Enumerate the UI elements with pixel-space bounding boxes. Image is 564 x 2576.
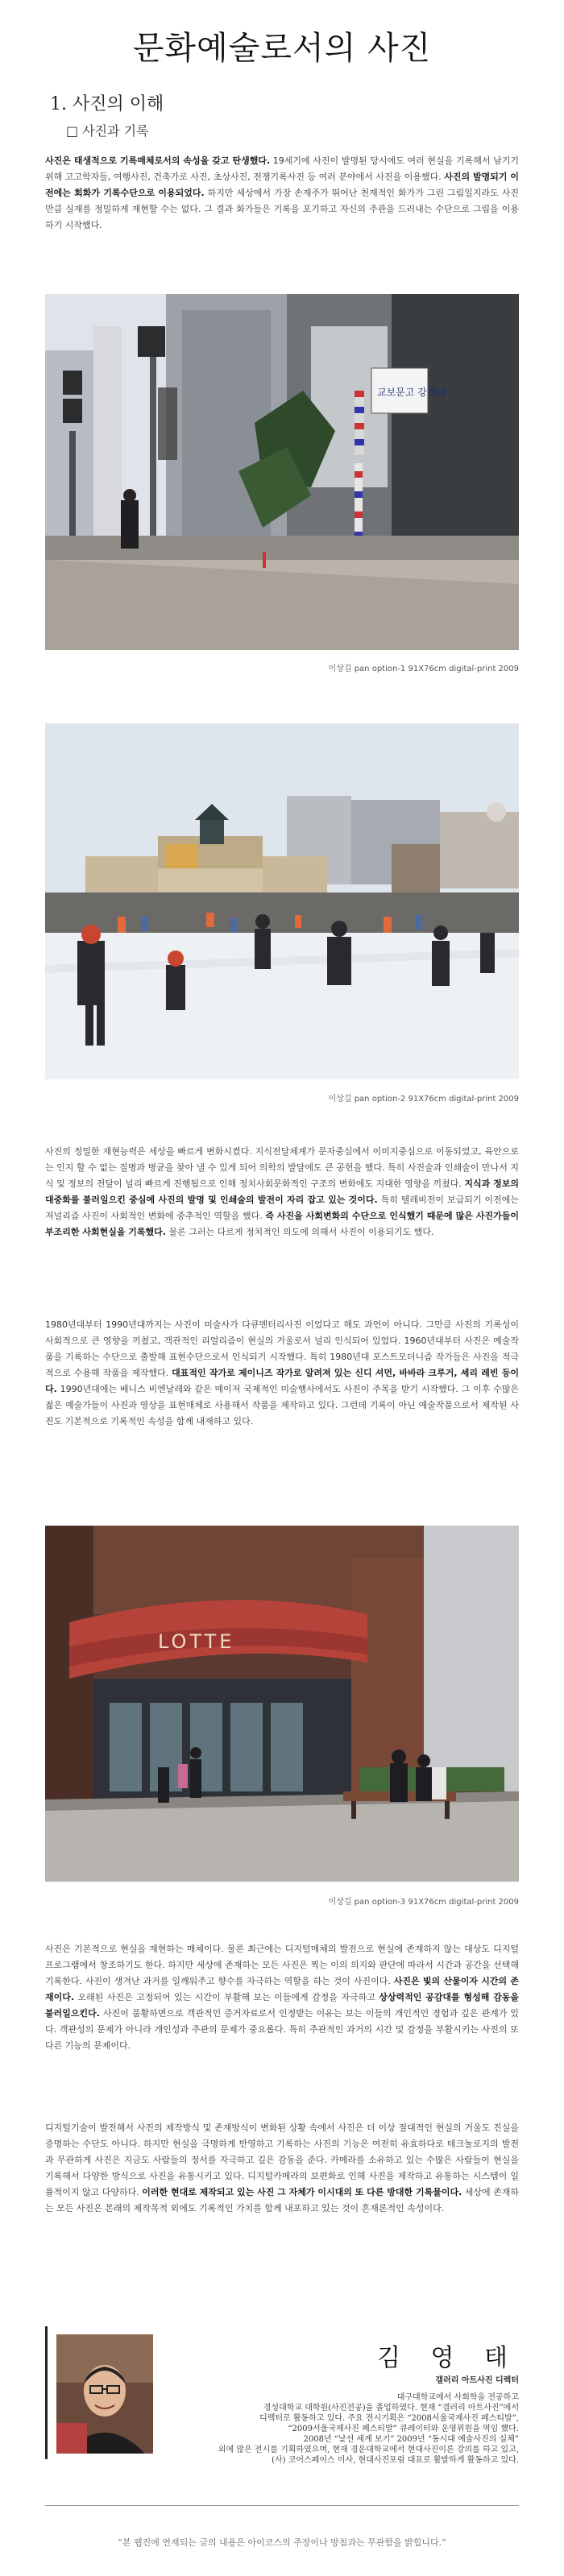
intro-paragraph [45,153,519,234]
body3-text-1: 1980년대부터 1990년대까지는 사진이 미술사가 다큐멘터리사진 이었다고 해도 과언이 아니다. 그만큼 사진의 기록성이 사회적으로 큰 영향을 끼쳤고, 객관적인 리얼리즘이 현실의 거울로서 널리 인식되어 있었다. 1960년대부터 사진은 예술작품을 기록하는 수단으로 출발해 표현수단으로서 인식되기 시작했다. 특히 1980년대 포스트모더니즘 작가들은 사진을 적극적으로 수용해 작품을 제작했다. [45,1319,519,1378]
body4-bold-2: 상상력적인 공감대를 형성해 감동을 불러일으킨다. [45,1992,519,2019]
intro-bold-1: 사진은 태생적으로 기록매체로서의 속성을 갖고 탄생했다. [45,155,271,166]
author-bio-line: 외에 많은 전시를 기획하였으며, 현재 경운대학교에서 현대사진이론 강의를 하고 있고, [218,2446,519,2454]
body3-bold-1: 대표적인 작가로 제이니즈 작가로 알려져 있는 신디 셔먼, 바바라 크루거, 셰리 레빈 등이다. [45,1368,519,1394]
photo-caption-3: 이상길 pan option-3 91X76cm digital-print 2009 [328,1898,519,1907]
author-title: 갤러리 아트사진 디렉터 [435,2376,519,2385]
footer-divider [45,2505,519,2506]
author-block [45,2326,519,2465]
avatar [56,2334,153,2454]
author-bio-line: 경성대학교 대학원(사진전공)을 졸업하였다. 현재 “갤러리 아트사진”에서 [263,2404,519,2412]
body5-text-2: 세상에 존재하는 모든 사진은 본래의 제작목적 외에도 기록적인 가치를 함께 내포하고 있는 것이 흔재론적인 속성이다. [45,2187,520,2214]
author-bio [172,2392,519,2466]
body5-bold-1: 이러한 현대로 제작되고 있는 사진 그 자체가 이시대의 또 다른 방대한 기록물이다. [142,2187,462,2197]
body4-text-3: 사진이 품황하면으로 객관적인 증거자료로서 인정받는 이유는 보는 이들의 개인적인 경험과 깊은 관계가 있다. 객관성의 문제가 아니라 개인성과 주관의 문제가 중요롭다. 특히 주관적인 과거의 시간 및 감정을 부활시키는 사진의 또 다른 기능의 문제이다. [45,2008,519,2051]
body4-text-1: 사진은 기본적으로 현실을 재현하는 매체이다. 물론 최근에는 디지털매체의 발전으로 현실에 존재하지 않는 대상도 디지털프로그램에서 창조하기도 한다. 하지만 세상에 존재하는 모든 사진은 찍는 이의 의지와 판단에 따라서 시간과 공간을 선택해 기록한다. 사진이 생겨난 과거를 일깨워주고 향수를 자극하는 역할을 하는 것이 사진이다. [45,1944,519,1986]
author-bio-line: 디렉터로 활동하고 있다. 주요 전시기획은 “2008서울국제사진 페스티발”, [259,2414,519,2423]
photo-street-corner [45,294,519,650]
author-bio-line: (사) 코어스페이스 이사, 현대사진포럼 대표로 활발하게 활동하고 있다. [272,2456,519,2465]
page-title: 문화예술로서의 사진 [132,30,432,67]
body-paragraph-2 [45,1144,519,1240]
photo-store-entrance [45,1526,519,1882]
author-bio-line: 2008년 “낯선 세계 보기” 2009년 “동시대 예술사진의 실체” [303,2435,519,2444]
section-heading: 1. 사진의 이해 [50,94,164,114]
body2-bold-1: 지식과 정보의 대중화를 불러일으킨 중심에 사진의 발명 및 인쇄술의 발전이 자리 잡고 있는 것이다. [45,1178,519,1205]
photo-caption-2: 이상길 pan option-2 91X76cm digital-print 2009 [328,1095,519,1104]
body-paragraph-5 [45,2120,519,2217]
body2-bold-2: 즉 사진을 사회변화의 수단으로 인식했기 때문에 많은 사진가들이 부조리한 사회현실을 기록했다. [45,1211,519,1237]
intro-text-1: 19세기에 사진이 발명된 당시에도 여러 현실을 기록해서 남기기 위해 고고학자들, 여행사진, 건축가로 사진, 초상사진, 전쟁기록사진 등 여러 분야에서 사진을 이용했다. [45,155,519,182]
subsection-heading: □ 사진과 기록 [66,123,149,139]
skating-rink-illustration [45,723,519,1079]
disclaimer-note: “본 웹진에 연재되는 글의 내용은 아이코스의 주장이나 방침과는 무관함을 밝힙니다.” [118,2537,446,2548]
body-paragraph-4 [45,1941,519,2054]
body2-text-1: 사진의 정밀한 재현능력은 세상을 빠르게 변화시켰다. 지식전달체계가 문자중심에서 이미지중심으로 이동되었고, 육안으로는 인지 할 수 없는 질병과 병균을 찾아 낼 수 있게 되어 의학의 발달에도 큰 공헌을 했다. 특히 사진술과 인쇄술이 만나서 지식 및 정보의 전달이 널리 빠르게 진행됨으로 인해 정치사회문화적인 구조의 변화에도 지대한 영향을 끼쳤다. [45,1146,519,1189]
author-name: 김 영 태 [376,2344,519,2372]
body4-text-2: 오래된 사진은 고정되어 있는 시간이 부활해 보는 이들에게 감정을 자극하고 [74,1992,379,2002]
body-paragraph-3 [45,1317,519,1430]
intro-bold-2: 사진의 발명되기 이전에는 회화가 기록수단으로 이용되었다. [45,172,519,198]
author-bio-line: 대구대학교에서 사회학을 전공하고 [396,2393,519,2402]
photo-skating-rink [45,723,519,1079]
intro-text-2: 하지만 세상에서 가장 손재주가 뛰어난 천재적인 화가가 그린 그림일지라도 사진만큼 실재를 정밀하게 재현할 수는 없다. 그 결과 화가들은 기록을 포기하고 자신의 주관을 드러내는 수단으로 그림을 이용하기 시작했다. [45,188,520,230]
author-bio-line: “2009서울국제사진 페스티발” 큐레이터와 운영위원을 역임 했다. [288,2425,519,2433]
author-portrait [56,2334,153,2454]
shop-sign: 교보문고 강계대 [377,387,446,398]
author-divider [45,2326,48,2459]
body2-text-3: 물론 그러는 다르게 정치적인 의도에 의해서 사진이 이용되기도 했다. [165,1227,434,1237]
street-scene-illustration [45,294,519,650]
body2-text-2: 특히 텔레비전이 보급되기 이전에는 저널리즘 사진이 사회적인 변화에 중추적인 역할을 했다. [45,1195,519,1221]
body4-bold-1: 사진은 빛의 산물이자 시간의 존재이다. [45,1976,519,2002]
photo-caption-1: 이상길 pan option-1 91X76cm digital-print 2009 [328,665,519,673]
store-entrance-illustration [45,1526,519,1882]
body5-text-1: 디지털기술이 발전해서 사진의 제작방식 및 존재방식이 변화된 상황 속에서 사진은 더 이상 절대적인 현실의 거울도 진실을 증명하는 수단도 아니다. 하지만 현실을 극명하게 반영하고 기록하는 사진의 기능은 여전히 유효하다로 테크놀로지의 발전과 무관하게 사진은 지금도 사람들의 정서를 자극하고 깊은 감동을 준다. 카메라를 소유하고 있는 수많은 사람들이 현실을 기록해서 다양한 방식으로 사진을 유통시키고 있다. 디지털카메라의 보편화로 인해 사진을 제작하고 유통하는 시스템이 일률적이지 않고 다양하다. [45,2123,519,2197]
svg-text:LOTTE: LOTTE [158,1630,235,1653]
body3-text-2: 1990년대에는 베니스 비엔날레와 같은 메이저 국제적인 미술행사에서도 사진이 주목을 받기 시작했다. 그 이후 수많은 젊은 예술가들이 사진과 영상을 표현매체로 사용해서 작품을 제작하고 있다. 그런데 기록이 아닌 예술작품으로서 제작된 사진도 기본적으로 기록적인 속성을 함께 내재하고 있다. [45,1384,519,1427]
